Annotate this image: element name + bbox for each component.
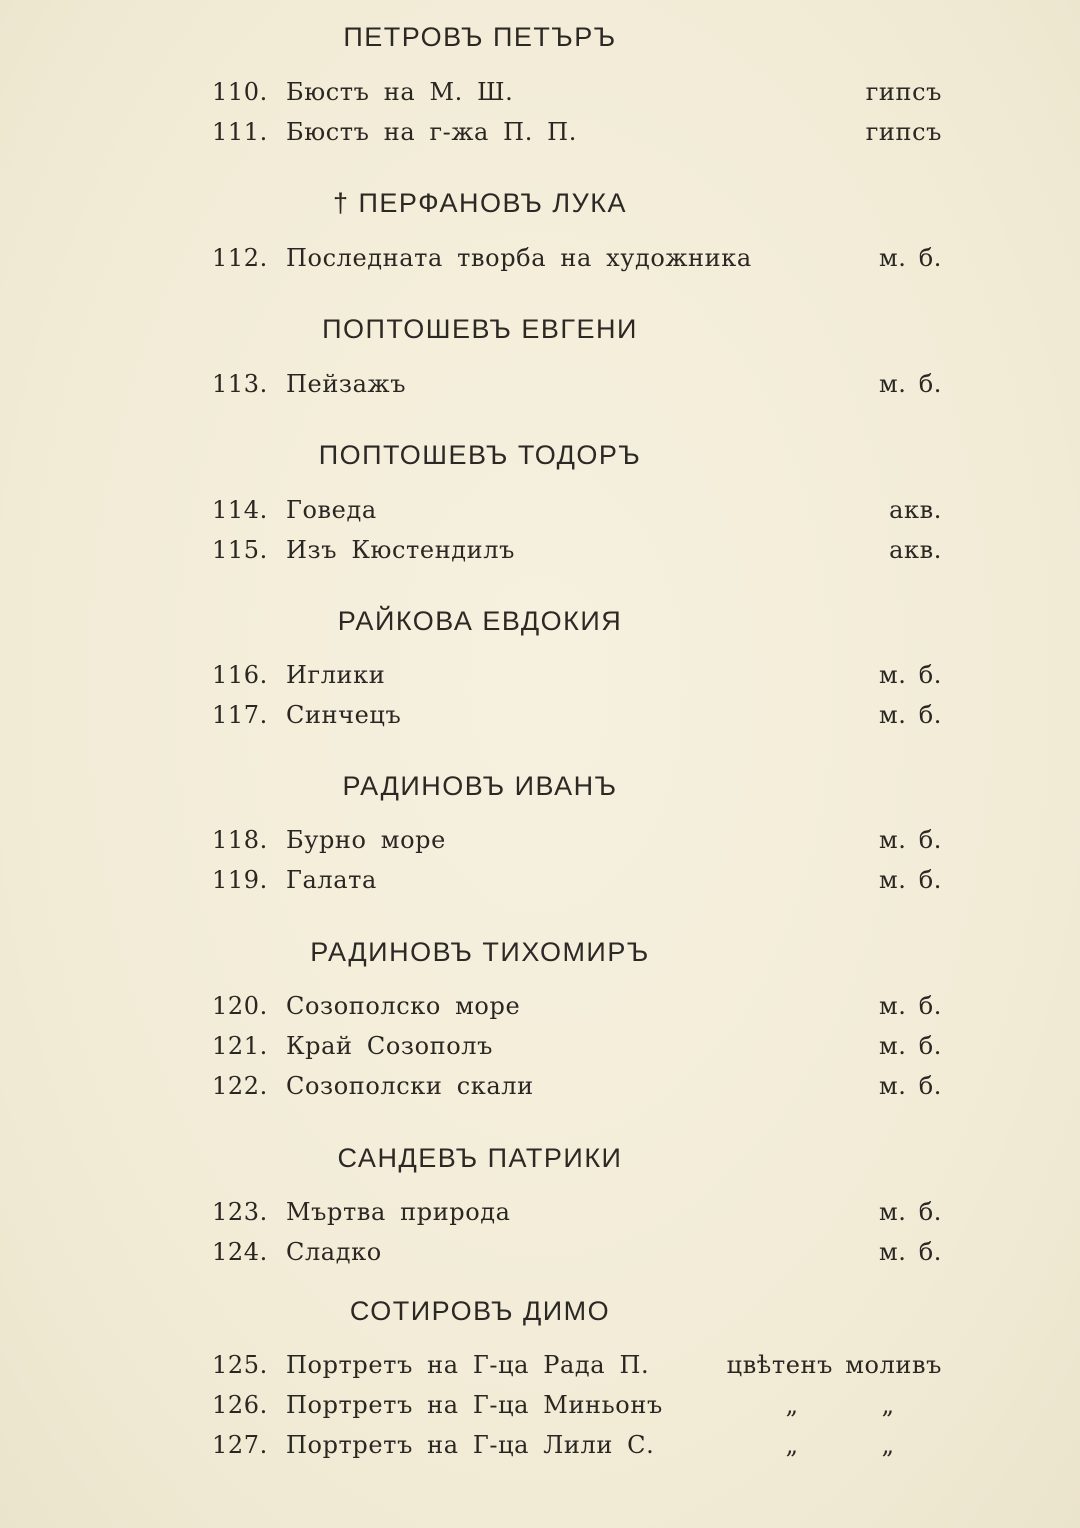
entry-medium: акв. [889, 496, 942, 524]
entry-title: Бурно море [286, 826, 446, 854]
catalogue-entry [212, 78, 942, 112]
entry-number: 124. [212, 1238, 268, 1266]
catalogue-entry [212, 496, 942, 530]
entry-medium: м. б. [878, 1198, 942, 1226]
entry-number: 121. [212, 1032, 268, 1060]
entry-medium-ditto [786, 1431, 894, 1459]
entry-number: 110. [212, 78, 268, 106]
entry-medium: м. б. [878, 701, 942, 729]
catalogue-entry [212, 370, 942, 404]
entry-medium: м. б. [878, 1032, 942, 1060]
artist-heading: РАЙКОВА ЕВДОКИЯ [337, 606, 623, 636]
entry-title: Синчецъ [286, 701, 402, 729]
entry-medium: цвѣтенъ моливъ [726, 1351, 942, 1379]
entry-number: 120. [212, 992, 268, 1020]
artist-heading: РАДИНОВЪ ТИХОМИРЪ [310, 937, 650, 967]
entry-number: 113. [212, 370, 268, 398]
ditto-mark: „ [881, 1391, 894, 1419]
catalogue-entry [212, 1391, 942, 1425]
artist-heading: † ПЕРФАНОВЪ ЛУКА [332, 188, 628, 218]
entry-medium: гипсъ [865, 118, 942, 146]
entry-number: 116. [212, 661, 268, 689]
catalogue-entry [212, 866, 942, 900]
catalogue-entry [212, 1072, 942, 1106]
artist-heading: ПОПТОШЕВЪ ТОДОРЪ [318, 440, 642, 470]
entry-title: Созополски скали [286, 1072, 534, 1100]
entry-number: 119. [212, 866, 268, 894]
entry-number: 125. [212, 1351, 268, 1379]
entry-medium: м. б. [878, 1238, 942, 1266]
entry-title: Галата [286, 866, 377, 894]
artist-heading: СОТИРОВЪ ДИМО [349, 1296, 611, 1326]
entry-medium: гипсъ [865, 78, 942, 106]
artist-heading: РАДИНОВЪ ИВАНЪ [342, 771, 618, 801]
ditto-mark: „ [785, 1431, 798, 1459]
ditto-mark: „ [785, 1391, 798, 1419]
entry-number: 122. [212, 1072, 268, 1100]
catalogue-entry [212, 1431, 942, 1465]
catalogue-entry [212, 1198, 942, 1232]
entry-title: Бюстъ на М. Ш. [286, 78, 514, 106]
catalogue-entry [212, 992, 942, 1026]
entry-title: Изъ Кюстендилъ [286, 536, 515, 564]
entry-number: 127. [212, 1431, 268, 1459]
entry-medium: м. б. [878, 992, 942, 1020]
entry-title: Портретъ на Г-ца Миньонъ [286, 1391, 663, 1419]
entry-number: 114. [212, 496, 268, 524]
entry-title: Созополско море [286, 992, 521, 1020]
entry-title: Бюстъ на г-жа П. П. [286, 118, 577, 146]
catalogue-entry [212, 118, 942, 152]
entry-title: Сладко [286, 1238, 382, 1266]
entry-number: 117. [212, 701, 268, 729]
entry-title: Портретъ на Г-ца Лили С. [286, 1431, 655, 1459]
entry-number: 112. [212, 244, 268, 272]
catalogue-entry [212, 661, 942, 695]
catalogue-entry [212, 536, 942, 570]
entry-number: 118. [212, 826, 268, 854]
entry-number: 111. [212, 118, 268, 146]
entry-medium: м. б. [878, 244, 942, 272]
catalogue-entry [212, 1351, 942, 1385]
catalogue-entry [212, 701, 942, 735]
catalogue-entry [212, 1238, 942, 1272]
entry-title: Пейзажъ [286, 370, 407, 398]
entry-number: 115. [212, 536, 268, 564]
entry-title: Иглики [286, 661, 386, 689]
entry-title: Говеда [286, 496, 377, 524]
entry-title: Портретъ на Г-ца Рада П. [286, 1351, 650, 1379]
entry-number: 126. [212, 1391, 268, 1419]
artist-heading: ПОПТОШЕВЪ ЕВГЕНИ [322, 314, 638, 344]
entry-medium: м. б. [878, 1072, 942, 1100]
entry-medium-ditto [786, 1391, 894, 1419]
catalogue-entry [212, 244, 942, 278]
entry-title: Последната творба на художника [286, 244, 752, 272]
entry-medium: м. б. [878, 661, 942, 689]
catalogue-entry [212, 1032, 942, 1066]
catalogue-entry [212, 826, 942, 860]
entry-medium: м. б. [878, 370, 942, 398]
entry-title: Край Созополъ [286, 1032, 493, 1060]
entry-number: 123. [212, 1198, 268, 1226]
artist-heading: САНДЕВЪ ПАТРИКИ [337, 1143, 623, 1173]
entry-medium: м. б. [878, 866, 942, 894]
entry-medium: м. б. [878, 826, 942, 854]
entry-title: Мъртва природа [286, 1198, 511, 1226]
ditto-mark: „ [881, 1431, 894, 1459]
artist-heading: ПЕТРОВЪ ПЕТЪРЪ [343, 22, 617, 52]
entry-medium: акв. [889, 536, 942, 564]
